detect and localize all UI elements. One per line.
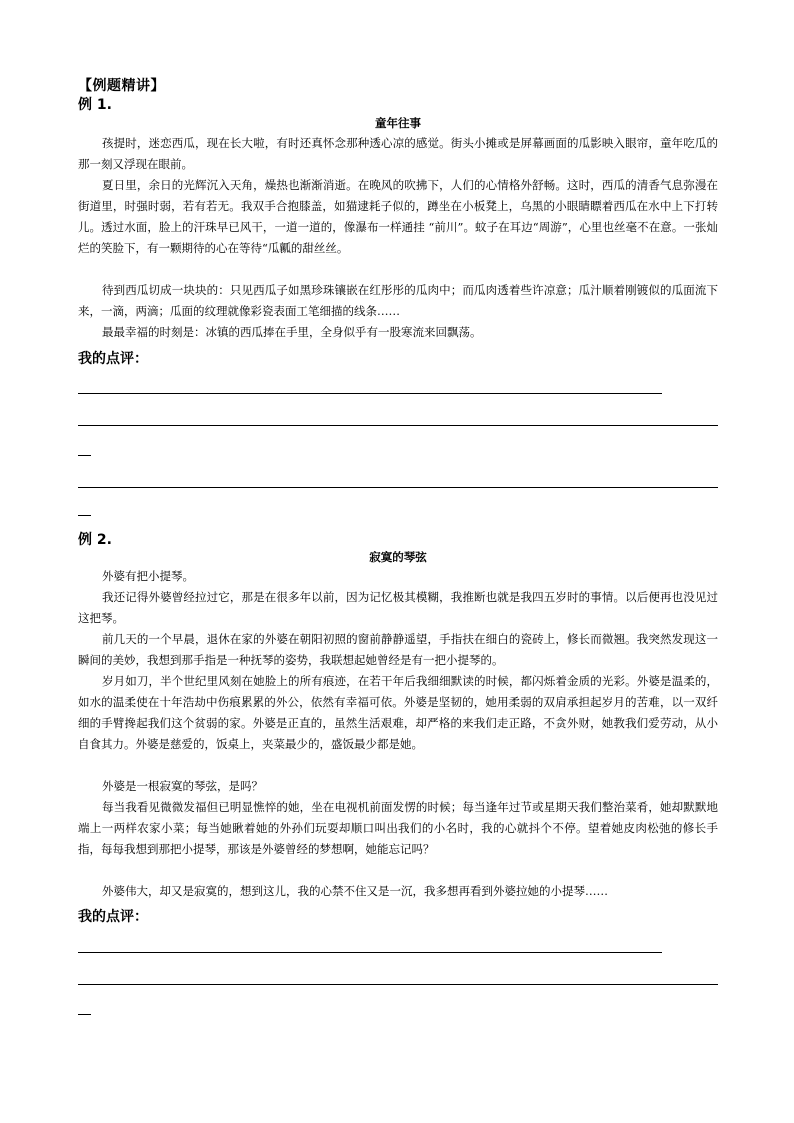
- comment-line-stub: [78, 1014, 91, 1015]
- comment-line: [78, 393, 662, 394]
- example-2-label: 例 2.: [78, 532, 112, 548]
- example-1-title: 童年往事: [375, 116, 421, 130]
- example-1-label: 例 1.: [78, 97, 112, 113]
- comment-line: [78, 425, 718, 426]
- example-2-paragraph: 我还记得外婆曾经拉过它，那是在很多年以前，因为记忆极其模糊，我推断也就是我四五岁时的事情。以后便再也没见过这把琴。: [78, 590, 718, 625]
- example-2-title: 寂寞的琴弦: [369, 550, 427, 564]
- example-1-paragraph: 最最幸福的时刻是：冰镇的西瓜捧在手里，全身似乎有一股寒流来回飘荡。: [102, 325, 482, 339]
- example-1-comment-label: 我的点评：: [78, 351, 148, 367]
- comment-line: [78, 952, 662, 953]
- comment-line: [78, 487, 718, 488]
- comment-line-stub: [78, 515, 91, 516]
- example-2-paragraph: 岁月如刀，半个世纪里风刻在她脸上的所有痕迹，在若干年后我细细默读的时候，都闪烁着金质的光彩。外婆是温柔的，如水的温柔使在十年浩劫中伤痕累累的外公，依然有幸福可依。外婆是坚韧的，她用柔弱的双肩承担起岁月的苦难，以一双纤细的手臂搀起我们这个贫弱的家。外婆是正直的，虽然生活艰难，却严格的来我们走正路，不贪外财，她教我们爱劳动，从小自食其力。外婆是慈爱的，饭桌上，夹菜最少的，盛饭最少都是她。: [78, 674, 718, 751]
- section-heading: 【例题精讲】: [78, 78, 165, 94]
- example-1-paragraph: 夏日里，余日的光辉沉入天角，燥热也渐渐消逝。在晚风的吹拂下，人们的心情格外舒畅。这时，西瓜的清香气息弥漫在街道里，时强时弱，若有若无。我双手合抱膝盖，如猫逮耗子似的，蹲坐在小板凳上，乌黑的小眼睛瞟着西瓜在水中上下打转儿。透过水面，脸上的汗珠早已风干，一道一道的，像瀑布一样通挂 “前川”。蚊子在耳边“周游”，心里也丝毫不在意。一张灿烂的笑脸下，有一颗期待的心在等待“瓜瓤的甜丝丝。: [78, 178, 718, 255]
- comment-line-stub: [78, 455, 91, 456]
- comment-line: [78, 984, 718, 985]
- example-2-paragraph: 每当我看见微微发福但已明显憔悴的她，坐在电视机前面发愣的时候；每当逢年过节或星期天我们整治菜肴，她却默默地端上一两样农家小菜；每当她瞅着她的外孙们玩耍却顺口叫出我们的小名时，我的心就抖个不停。望着她皮肉松弛的修长手指，每每我想到那把小提琴，那该是外婆曾经的梦想啊，她能忘记吗？: [78, 800, 718, 856]
- example-2-paragraph: 外婆有把小提琴。: [102, 569, 194, 583]
- example-1-paragraph: 待到西瓜切成一块块的：只见西瓜子如黑珍珠镶嵌在红彤彤的瓜肉中；而瓜肉透着些许凉意；瓜汁顺着刚镀似的瓜面流下来，一滴，两滴；瓜面的纹理就像彩瓷表面工笔细描的线条……: [78, 283, 718, 318]
- example-2-comment-label: 我的点评：: [78, 909, 148, 925]
- example-2-paragraph: 前几天的一个早晨，退休在家的外婆在朝阳初照的窗前静静遥望，手指扶在细白的瓷砖上，修长而微翘。我突然发现这一瞬间的美妙，我想到那手指是一种抚琴的姿势，我联想起她曾经是有一把小提琴的。: [78, 632, 718, 667]
- example-2-paragraph: 外婆伟大，却又是寂寞的，想到这儿，我的心禁不住又是一沉，我多想再看到外婆拉她的小提琴……: [102, 884, 608, 898]
- example-1-paragraph: 孩提时，迷恋西瓜，现在长大啦，有时还真怀念那种透心凉的感觉。街头小摊或是屏幕画面的瓜影映入眼帘，童年吃瓜的那一刻又浮现在眼前。: [78, 136, 718, 171]
- example-2-paragraph: 外婆是一根寂寞的琴弦，是吗？: [102, 779, 263, 793]
